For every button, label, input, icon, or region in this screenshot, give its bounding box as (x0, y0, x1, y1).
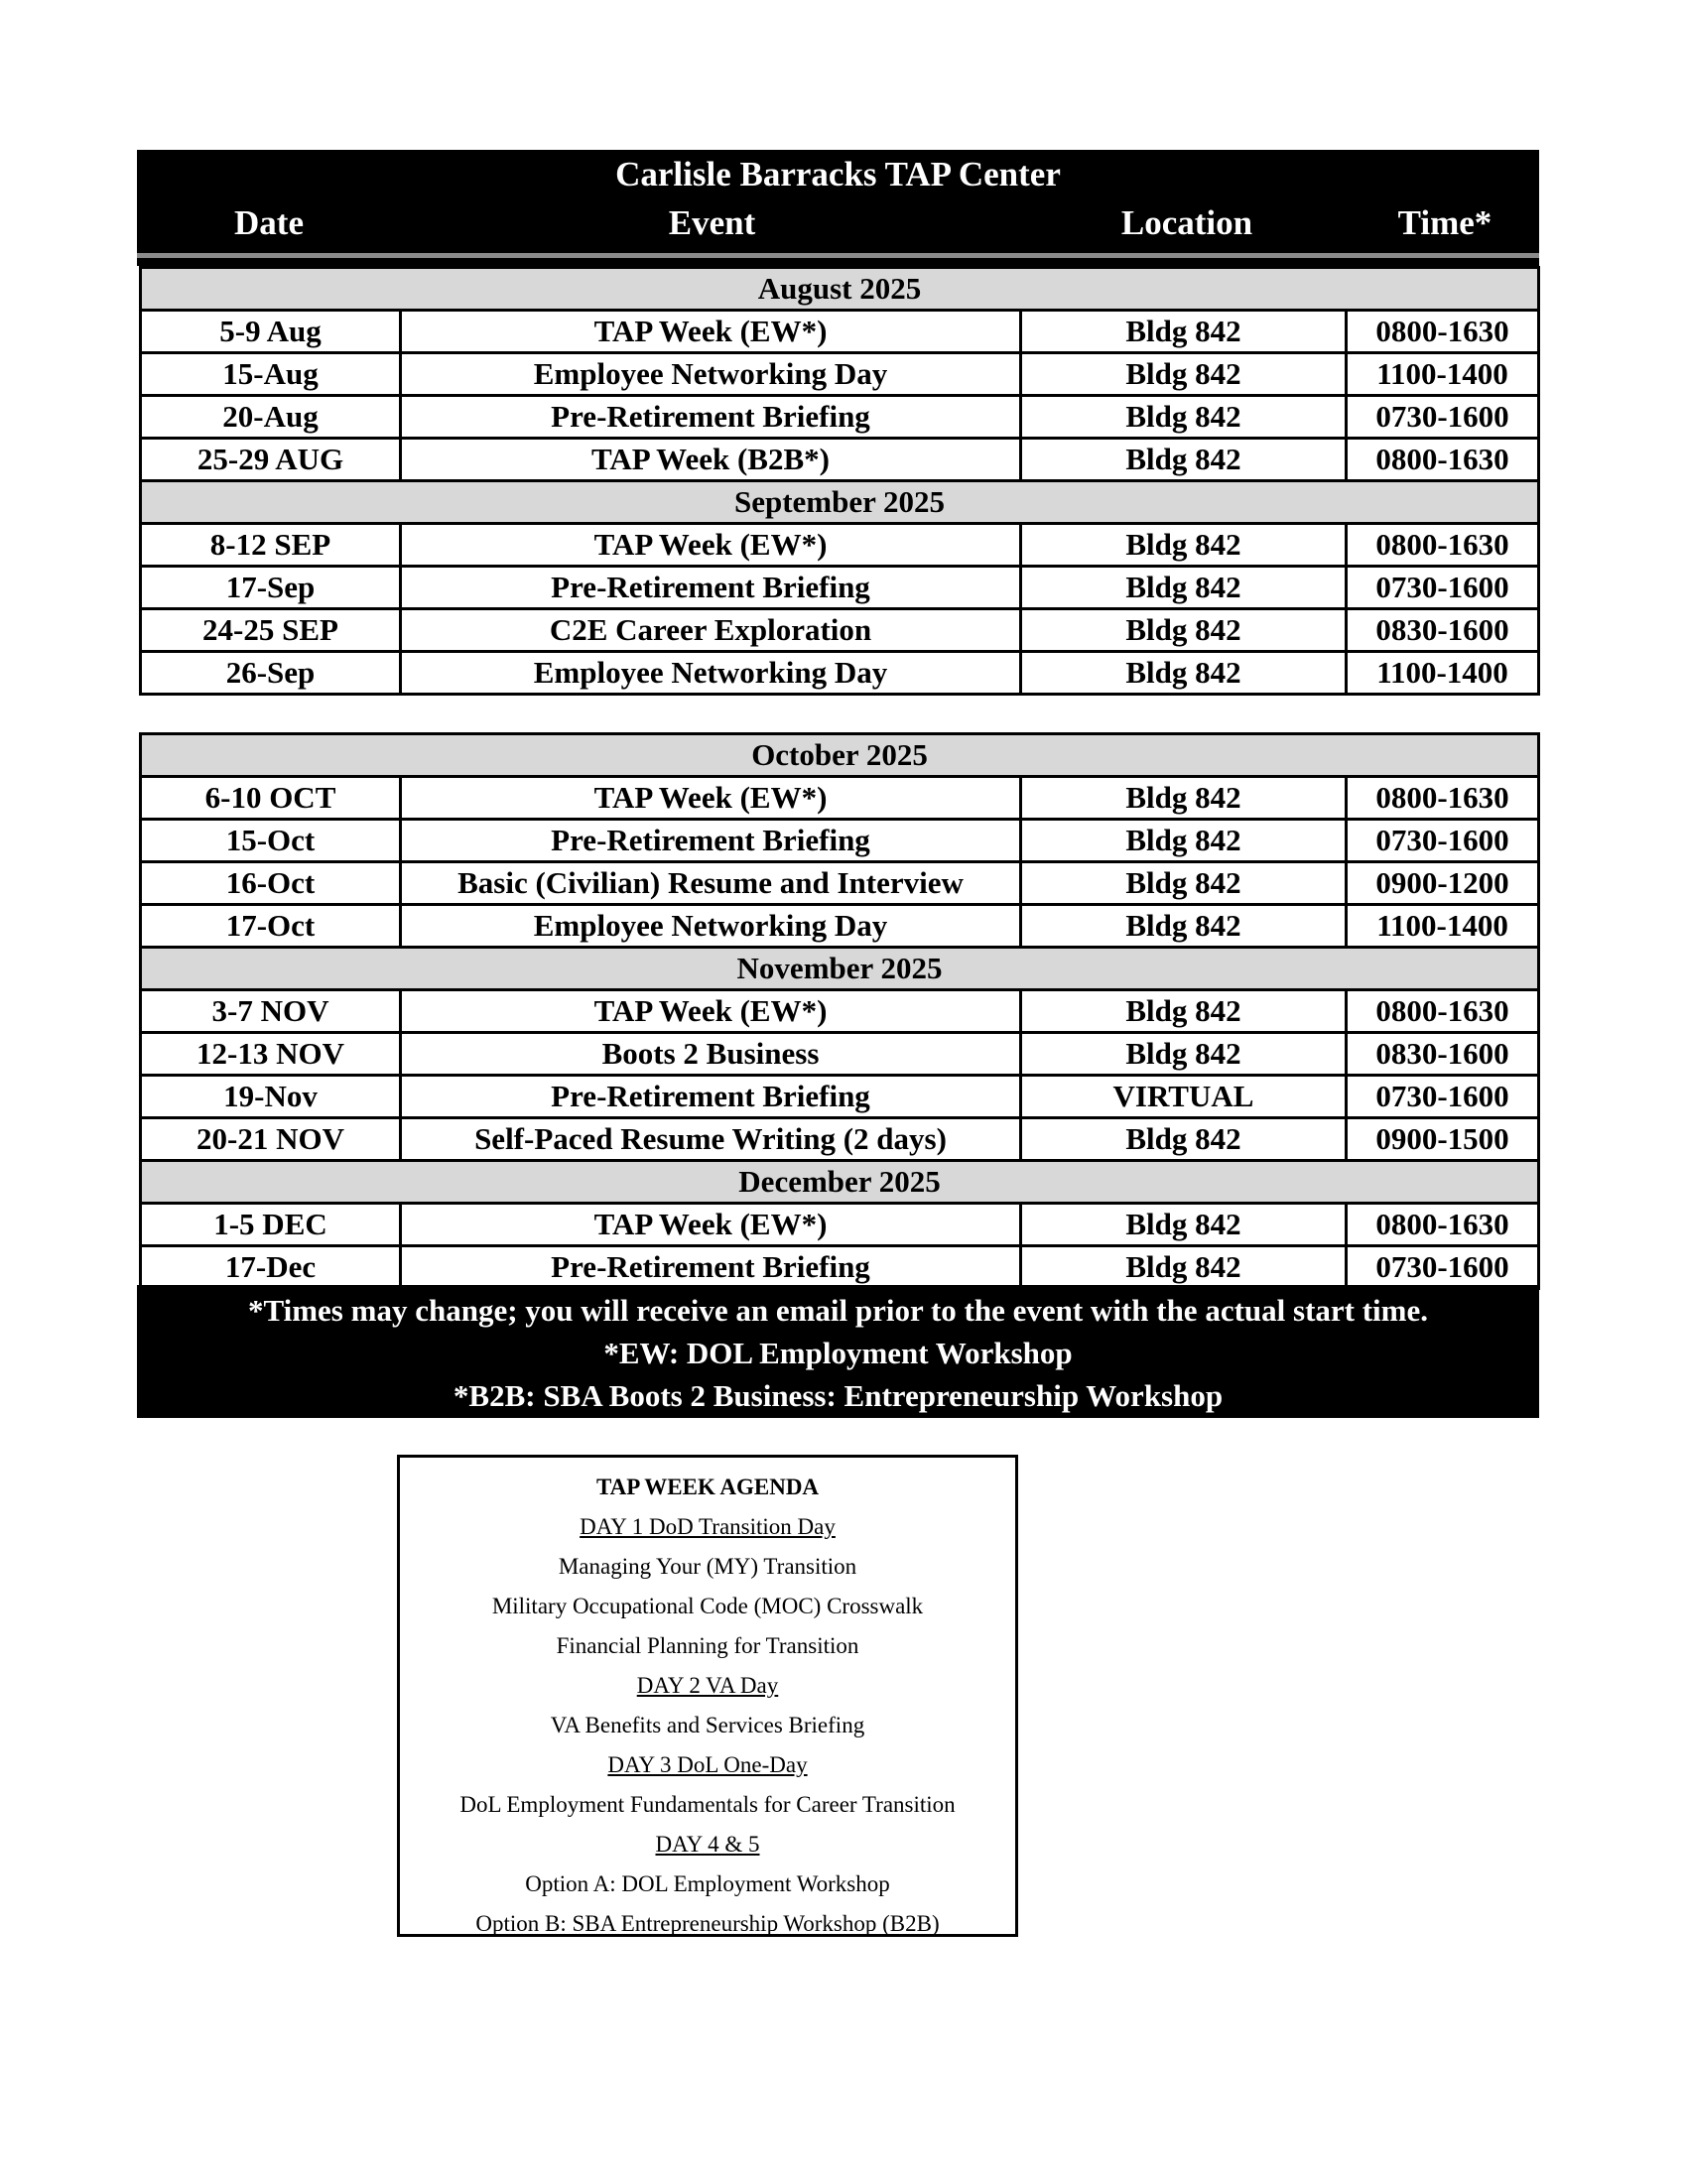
table-row (141, 1118, 1539, 1161)
event-time: 0800-1630 (1347, 1204, 1539, 1246)
month-header-row (141, 1161, 1539, 1204)
event-name: Employee Networking Day (401, 353, 1021, 396)
agenda-item: Option A: DOL Employment Workshop (525, 1871, 890, 1896)
table-row (141, 353, 1539, 396)
month-label: November 2025 (141, 948, 1539, 990)
footnote-b2b: *B2B: SBA Boots 2 Business: Entrepreneurship Workshop (453, 1378, 1224, 1413)
footnote-times: *Times may change; you will receive an email prior to the event with the actual start time. (248, 1293, 1428, 1328)
column-header-date: Date (234, 203, 304, 242)
table-row (141, 1076, 1539, 1118)
agenda-item: DoL Employment Fundamentals for Career Transition (459, 1792, 956, 1817)
event-date: 19-Nov (141, 1076, 401, 1118)
month-label: September 2025 (141, 481, 1539, 524)
event-date: 24-25 SEP (141, 609, 401, 652)
event-time: 0730-1600 (1347, 1076, 1539, 1118)
agenda-day-heading: DAY 2 VA Day (636, 1673, 779, 1698)
event-name: TAP Week (EW*) (401, 777, 1021, 820)
event-location: Bldg 842 (1021, 1246, 1347, 1289)
month-header-row (141, 734, 1539, 777)
agenda-day-heading: DAY 4 & 5 (655, 1832, 760, 1857)
event-date: 17-Oct (141, 905, 401, 948)
tap-week-agenda-box (397, 1455, 1018, 1937)
event-time: 1100-1400 (1347, 353, 1539, 396)
event-date: 5-9 Aug (141, 311, 401, 353)
page-title: Carlisle Barracks TAP Center (615, 155, 1061, 193)
schedule-header (137, 150, 1539, 266)
event-date: 15-Oct (141, 820, 401, 862)
event-date: 25-29 AUG (141, 439, 401, 481)
table-row (141, 396, 1539, 439)
event-location: Bldg 842 (1021, 1033, 1347, 1076)
event-time: 0900-1500 (1347, 1118, 1539, 1161)
event-date: 17-Dec (141, 1246, 401, 1289)
table-row (141, 524, 1539, 567)
table-row (141, 1204, 1539, 1246)
month-header-row (141, 268, 1539, 311)
event-time: 0800-1630 (1347, 990, 1539, 1033)
agenda-day-heading: DAY 3 DoL One-Day (607, 1752, 808, 1777)
event-name: Boots 2 Business (401, 1033, 1021, 1076)
column-header-event: Event (668, 203, 756, 242)
event-name: TAP Week (EW*) (401, 1204, 1021, 1246)
event-date: 20-Aug (141, 396, 401, 439)
event-location: Bldg 842 (1021, 820, 1347, 862)
event-location: VIRTUAL (1021, 1076, 1347, 1118)
header-divider (137, 253, 1539, 258)
column-header-time: Time* (1397, 203, 1492, 242)
agenda-title: TAP WEEK AGENDA (595, 1475, 820, 1499)
event-date: 1-5 DEC (141, 1204, 401, 1246)
event-name: Employee Networking Day (401, 652, 1021, 695)
event-time: 0800-1630 (1347, 439, 1539, 481)
event-name: TAP Week (EW*) (401, 311, 1021, 353)
agenda-item: Military Occupational Code (MOC) Crosswalk (491, 1594, 924, 1618)
event-date: 15-Aug (141, 353, 401, 396)
event-date: 26-Sep (141, 652, 401, 695)
event-time: 0900-1200 (1347, 862, 1539, 905)
event-date: 16-Oct (141, 862, 401, 905)
event-location: Bldg 842 (1021, 1204, 1347, 1246)
agenda-item: Managing Your (MY) Transition (558, 1554, 857, 1579)
event-location: Bldg 842 (1021, 396, 1347, 439)
event-location: Bldg 842 (1021, 905, 1347, 948)
event-location: Bldg 842 (1021, 567, 1347, 609)
event-name: TAP Week (EW*) (401, 990, 1021, 1033)
month-label: August 2025 (141, 268, 1539, 311)
agenda-item: VA Benefits and Services Briefing (550, 1713, 865, 1737)
event-date: 20-21 NOV (141, 1118, 401, 1161)
event-name: Pre-Retirement Briefing (401, 820, 1021, 862)
table-row (141, 777, 1539, 820)
schedule-table-aug-sep (139, 266, 1540, 696)
event-date: 3-7 NOV (141, 990, 401, 1033)
month-header-row (141, 948, 1539, 990)
table-row (141, 609, 1539, 652)
event-time: 0830-1600 (1347, 1033, 1539, 1076)
event-time: 1100-1400 (1347, 652, 1539, 695)
table-row (141, 567, 1539, 609)
event-location: Bldg 842 (1021, 862, 1347, 905)
schedule-table-oct-dec (139, 732, 1540, 1290)
event-name: C2E Career Exploration (401, 609, 1021, 652)
event-name: Pre-Retirement Briefing (401, 567, 1021, 609)
agenda-day-heading: DAY 1 DoD Transition Day (580, 1514, 836, 1539)
event-name: TAP Week (EW*) (401, 524, 1021, 567)
agenda-item: Financial Planning for Transition (556, 1633, 859, 1658)
event-time: 0800-1630 (1347, 777, 1539, 820)
event-date: 12-13 NOV (141, 1033, 401, 1076)
event-time: 0730-1600 (1347, 567, 1539, 609)
agenda-item: Option B: SBA Entrepreneurship Workshop (B2B) (475, 1911, 940, 1936)
table-row (141, 905, 1539, 948)
event-location: Bldg 842 (1021, 609, 1347, 652)
event-time: 0730-1600 (1347, 820, 1539, 862)
footnote-ew: *EW: DOL Employment Workshop (603, 1336, 1073, 1370)
table-row (141, 311, 1539, 353)
event-date: 8-12 SEP (141, 524, 401, 567)
column-header-location: Location (1120, 203, 1253, 242)
event-name: Self-Paced Resume Writing (2 days) (401, 1118, 1021, 1161)
event-location: Bldg 842 (1021, 1118, 1347, 1161)
event-name: Pre-Retirement Briefing (401, 1246, 1021, 1289)
table-row (141, 1246, 1539, 1289)
event-name: Pre-Retirement Briefing (401, 1076, 1021, 1118)
event-time: 0730-1600 (1347, 396, 1539, 439)
event-location: Bldg 842 (1021, 777, 1347, 820)
table-row (141, 862, 1539, 905)
event-date: 6-10 OCT (141, 777, 401, 820)
event-time: 0800-1630 (1347, 311, 1539, 353)
event-name: Pre-Retirement Briefing (401, 396, 1021, 439)
event-location: Bldg 842 (1021, 353, 1347, 396)
table-row (141, 1033, 1539, 1076)
event-time: 0830-1600 (1347, 609, 1539, 652)
event-location: Bldg 842 (1021, 524, 1347, 567)
event-name: Employee Networking Day (401, 905, 1021, 948)
event-location: Bldg 842 (1021, 311, 1347, 353)
table-row (141, 439, 1539, 481)
month-header-row (141, 481, 1539, 524)
event-name: TAP Week (B2B*) (401, 439, 1021, 481)
table-row (141, 820, 1539, 862)
table-row (141, 652, 1539, 695)
event-date: 17-Sep (141, 567, 401, 609)
event-location: Bldg 842 (1021, 439, 1347, 481)
event-location: Bldg 842 (1021, 652, 1347, 695)
table-row (141, 990, 1539, 1033)
event-time: 0800-1630 (1347, 524, 1539, 567)
event-location: Bldg 842 (1021, 990, 1347, 1033)
month-label: October 2025 (141, 734, 1539, 777)
event-time: 0730-1600 (1347, 1246, 1539, 1289)
event-time: 1100-1400 (1347, 905, 1539, 948)
month-label: December 2025 (141, 1161, 1539, 1204)
footnotes (137, 1285, 1539, 1418)
event-name: Basic (Civilian) Resume and Interview (401, 862, 1021, 905)
agenda-list (400, 1507, 1015, 1944)
